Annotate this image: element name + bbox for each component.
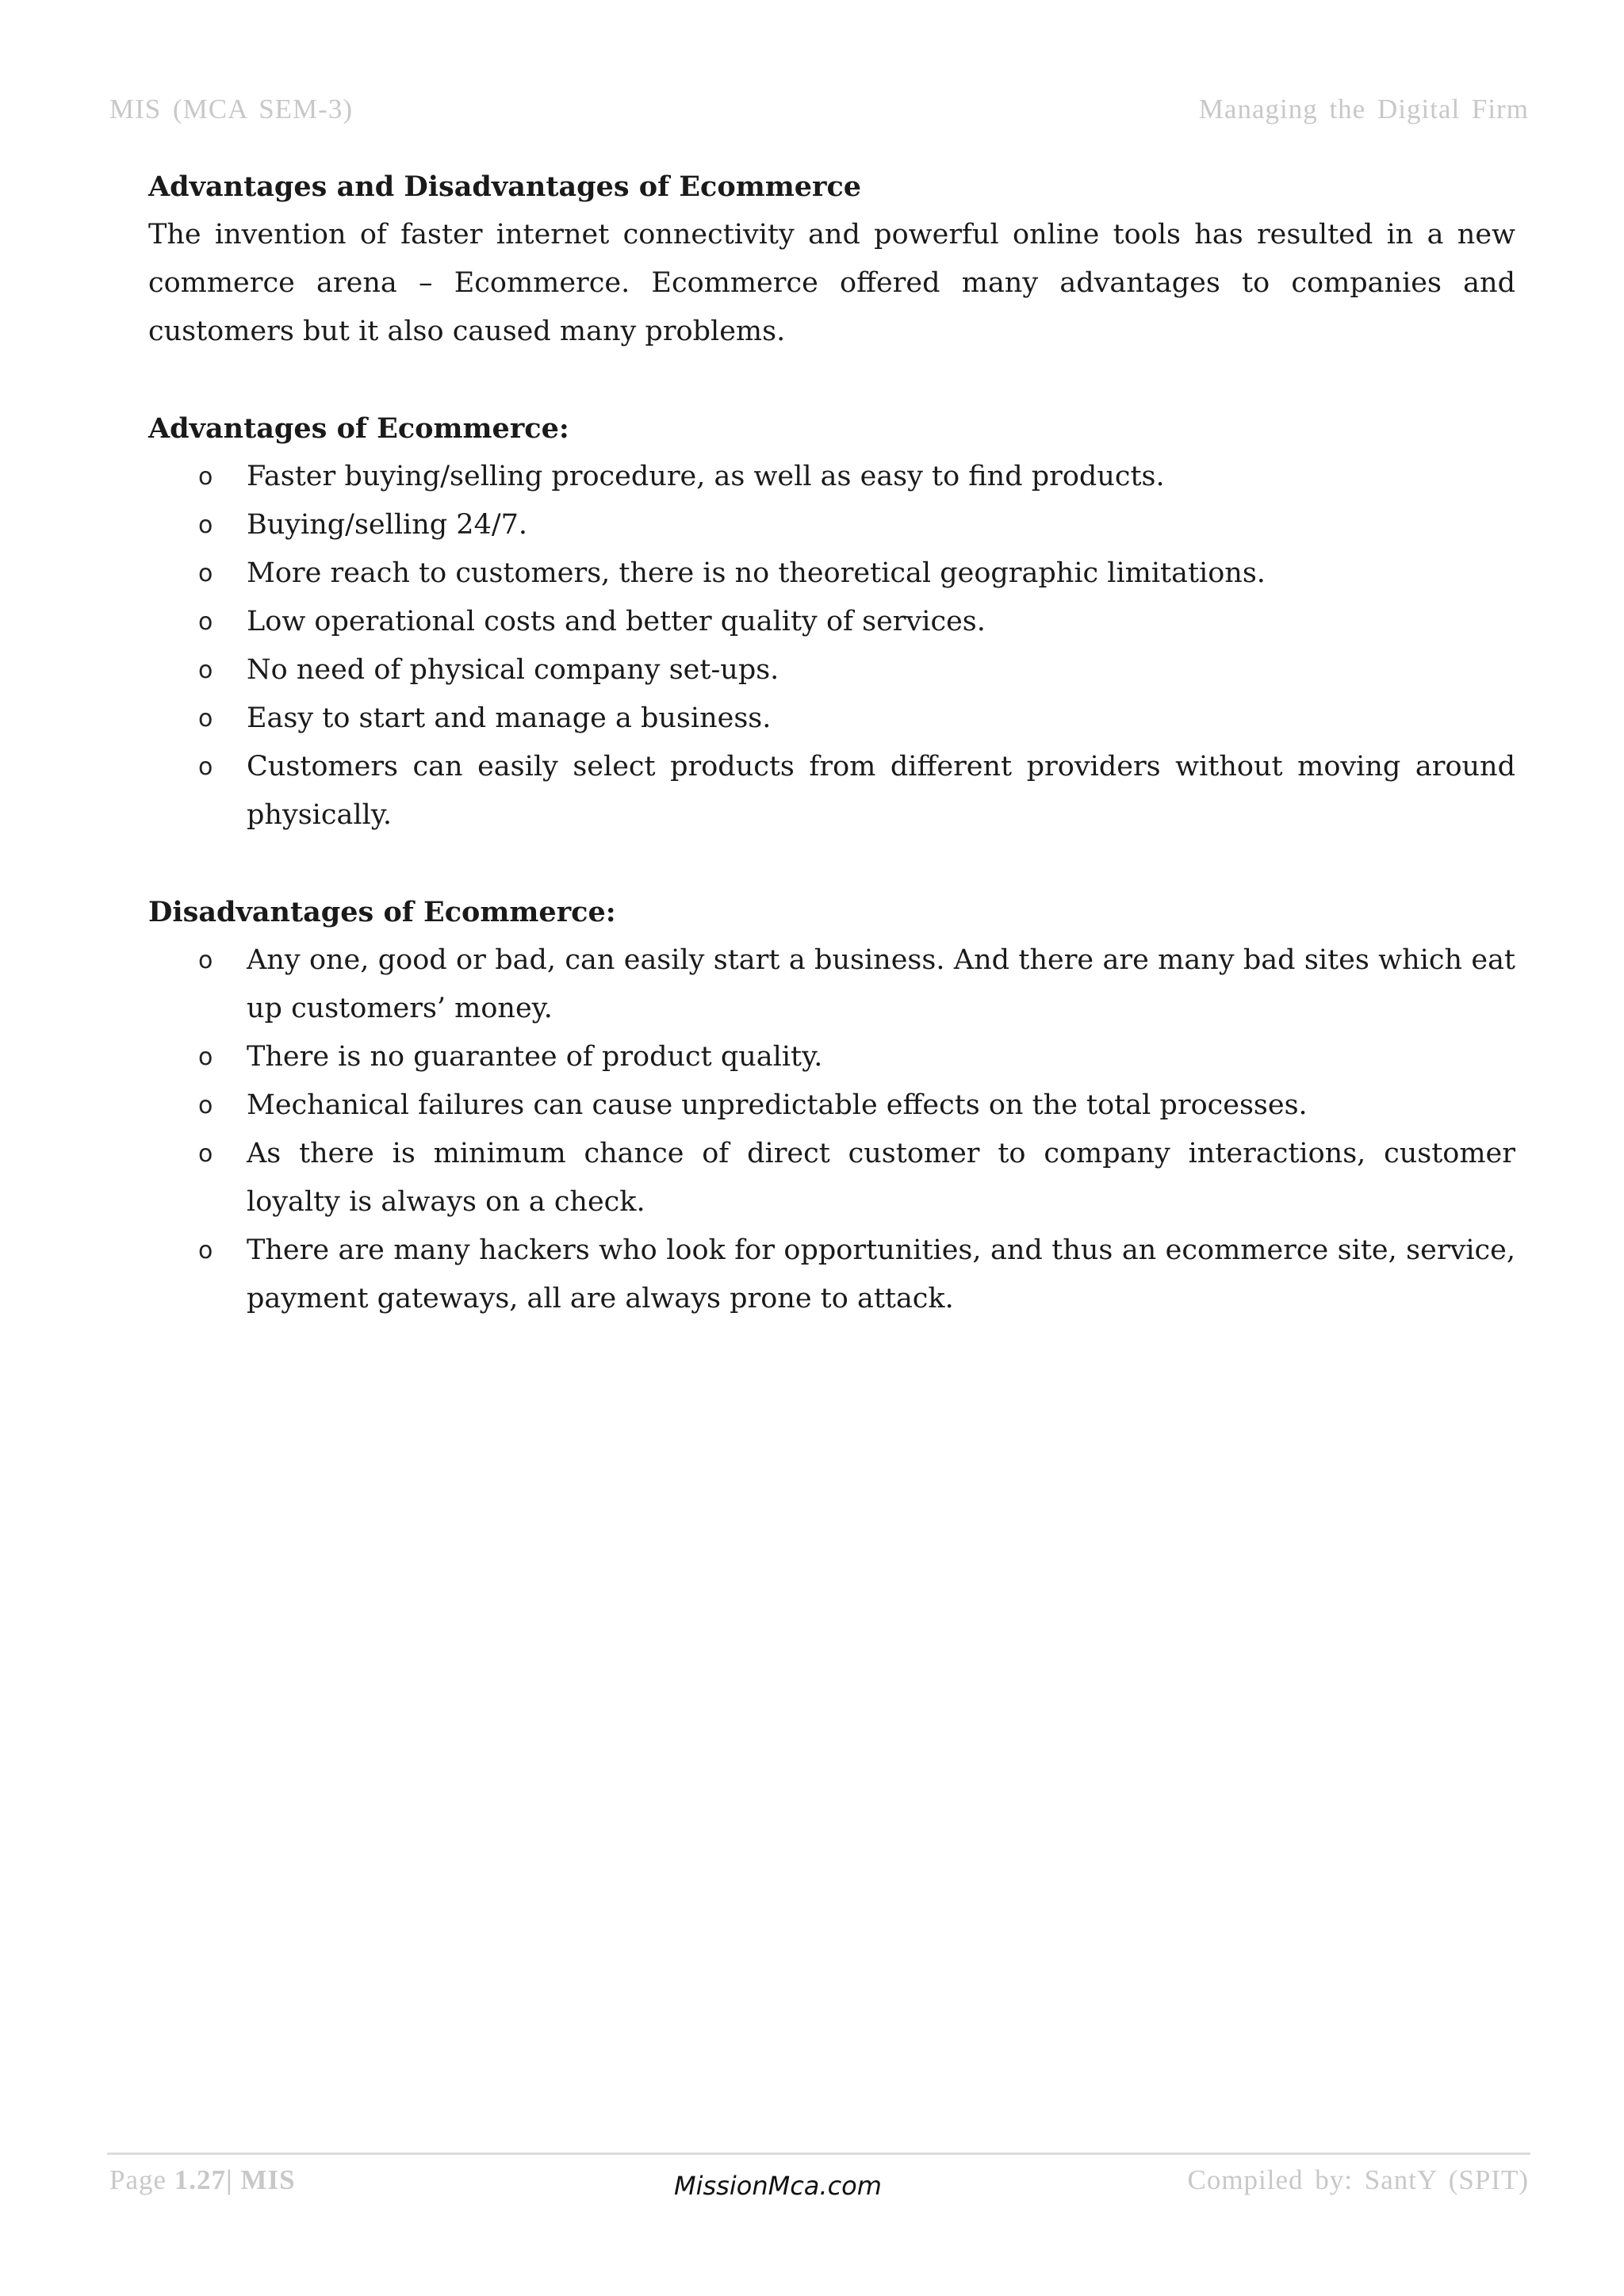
bullet-marker: o bbox=[198, 511, 213, 539]
list-item-text: Mechanical failures can cause unpredictable effects on the total processes. bbox=[247, 1089, 1308, 1121]
page-header bbox=[109, 94, 1529, 133]
spacer bbox=[148, 840, 1515, 888]
bullet-marker: o bbox=[198, 656, 213, 684]
list-item-text: Any one, good or bad, can easily start a business. And there are many bad sites which eat up customers’ money. bbox=[247, 944, 1515, 1024]
disadvantages-list bbox=[148, 936, 1515, 1323]
footer-page-suffix: | MIS bbox=[226, 2164, 296, 2195]
list-item bbox=[148, 1033, 1515, 1081]
list-item-text: More reach to customers, there is no theoretical geographic limitations. bbox=[247, 557, 1266, 589]
footer-compiled-by: Compiled by: SantY (SPIT) bbox=[1187, 2164, 1529, 2195]
bullet-marker: o bbox=[198, 1140, 213, 1168]
advantages-list bbox=[148, 453, 1515, 840]
disadvantages-heading: Disadvantages of Ecommerce: bbox=[148, 896, 616, 928]
footer-page-prefix: Page bbox=[109, 2164, 174, 2195]
list-item bbox=[148, 1226, 1515, 1323]
bullet-marker: o bbox=[198, 753, 213, 781]
list-item-text: As there is minimum chance of direct customer to company interactions, customer loyalty is always on a check. bbox=[247, 1138, 1515, 1218]
list-item bbox=[148, 1081, 1515, 1130]
list-item-text: Easy to start and manage a business. bbox=[247, 702, 772, 734]
list-item-text: Faster buying/selling procedure, as well as easy to find products. bbox=[247, 461, 1165, 492]
page-footer bbox=[109, 2164, 1529, 2212]
list-item bbox=[148, 646, 1515, 695]
bullet-marker: o bbox=[198, 1043, 213, 1071]
header-course-label: MIS (MCA SEM-3) bbox=[109, 94, 353, 124]
advantages-heading: Advantages of Ecommerce: bbox=[148, 412, 569, 445]
list-item bbox=[148, 501, 1515, 549]
bullet-marker: o bbox=[198, 463, 213, 491]
list-item-text: There are many hackers who look for opportunities, and thus an ecommerce site, service, payment gateways, all are always prone to attack. bbox=[247, 1234, 1515, 1314]
footer-page-label bbox=[109, 2164, 296, 2196]
list-item bbox=[148, 598, 1515, 646]
bullet-marker: o bbox=[198, 1092, 213, 1119]
list-item bbox=[148, 695, 1515, 743]
footer-divider bbox=[107, 2152, 1530, 2155]
bullet-marker: o bbox=[198, 1237, 213, 1265]
bullet-marker: o bbox=[198, 705, 213, 733]
list-item bbox=[148, 453, 1515, 501]
list-item bbox=[148, 743, 1515, 840]
list-item-text: Low operational costs and better quality of services. bbox=[247, 606, 986, 637]
header-chapter-title: Managing the Digital Firm bbox=[1198, 94, 1529, 124]
bullet-marker: o bbox=[198, 608, 213, 636]
footer-logo: MissionMca.com bbox=[674, 2171, 882, 2201]
intro-paragraph: The invention of faster internet connectivity and powerful online tools has resulted in a new commerce arena – Ecommerce. Ecommerce offered many advantages to companies and customers but it also caused many problems. bbox=[148, 219, 1515, 347]
list-item bbox=[148, 549, 1515, 598]
footer-page-number: 1.27 bbox=[174, 2164, 227, 2195]
bullet-marker: o bbox=[198, 560, 213, 587]
list-item-text: Customers can easily select products from different providers without moving around physically. bbox=[247, 751, 1515, 831]
section-title: Advantages and Disadvantages of Ecommerce bbox=[148, 170, 862, 203]
bullet-marker: o bbox=[198, 947, 213, 974]
list-item-text: There is no guarantee of product quality. bbox=[247, 1041, 823, 1073]
list-item bbox=[148, 936, 1515, 1033]
document-body bbox=[148, 163, 1515, 1323]
list-item bbox=[148, 1130, 1515, 1226]
list-item-text: No need of physical company set-ups. bbox=[247, 654, 779, 686]
spacer bbox=[148, 356, 1515, 404]
list-item-text: Buying/selling 24/7. bbox=[247, 509, 528, 541]
